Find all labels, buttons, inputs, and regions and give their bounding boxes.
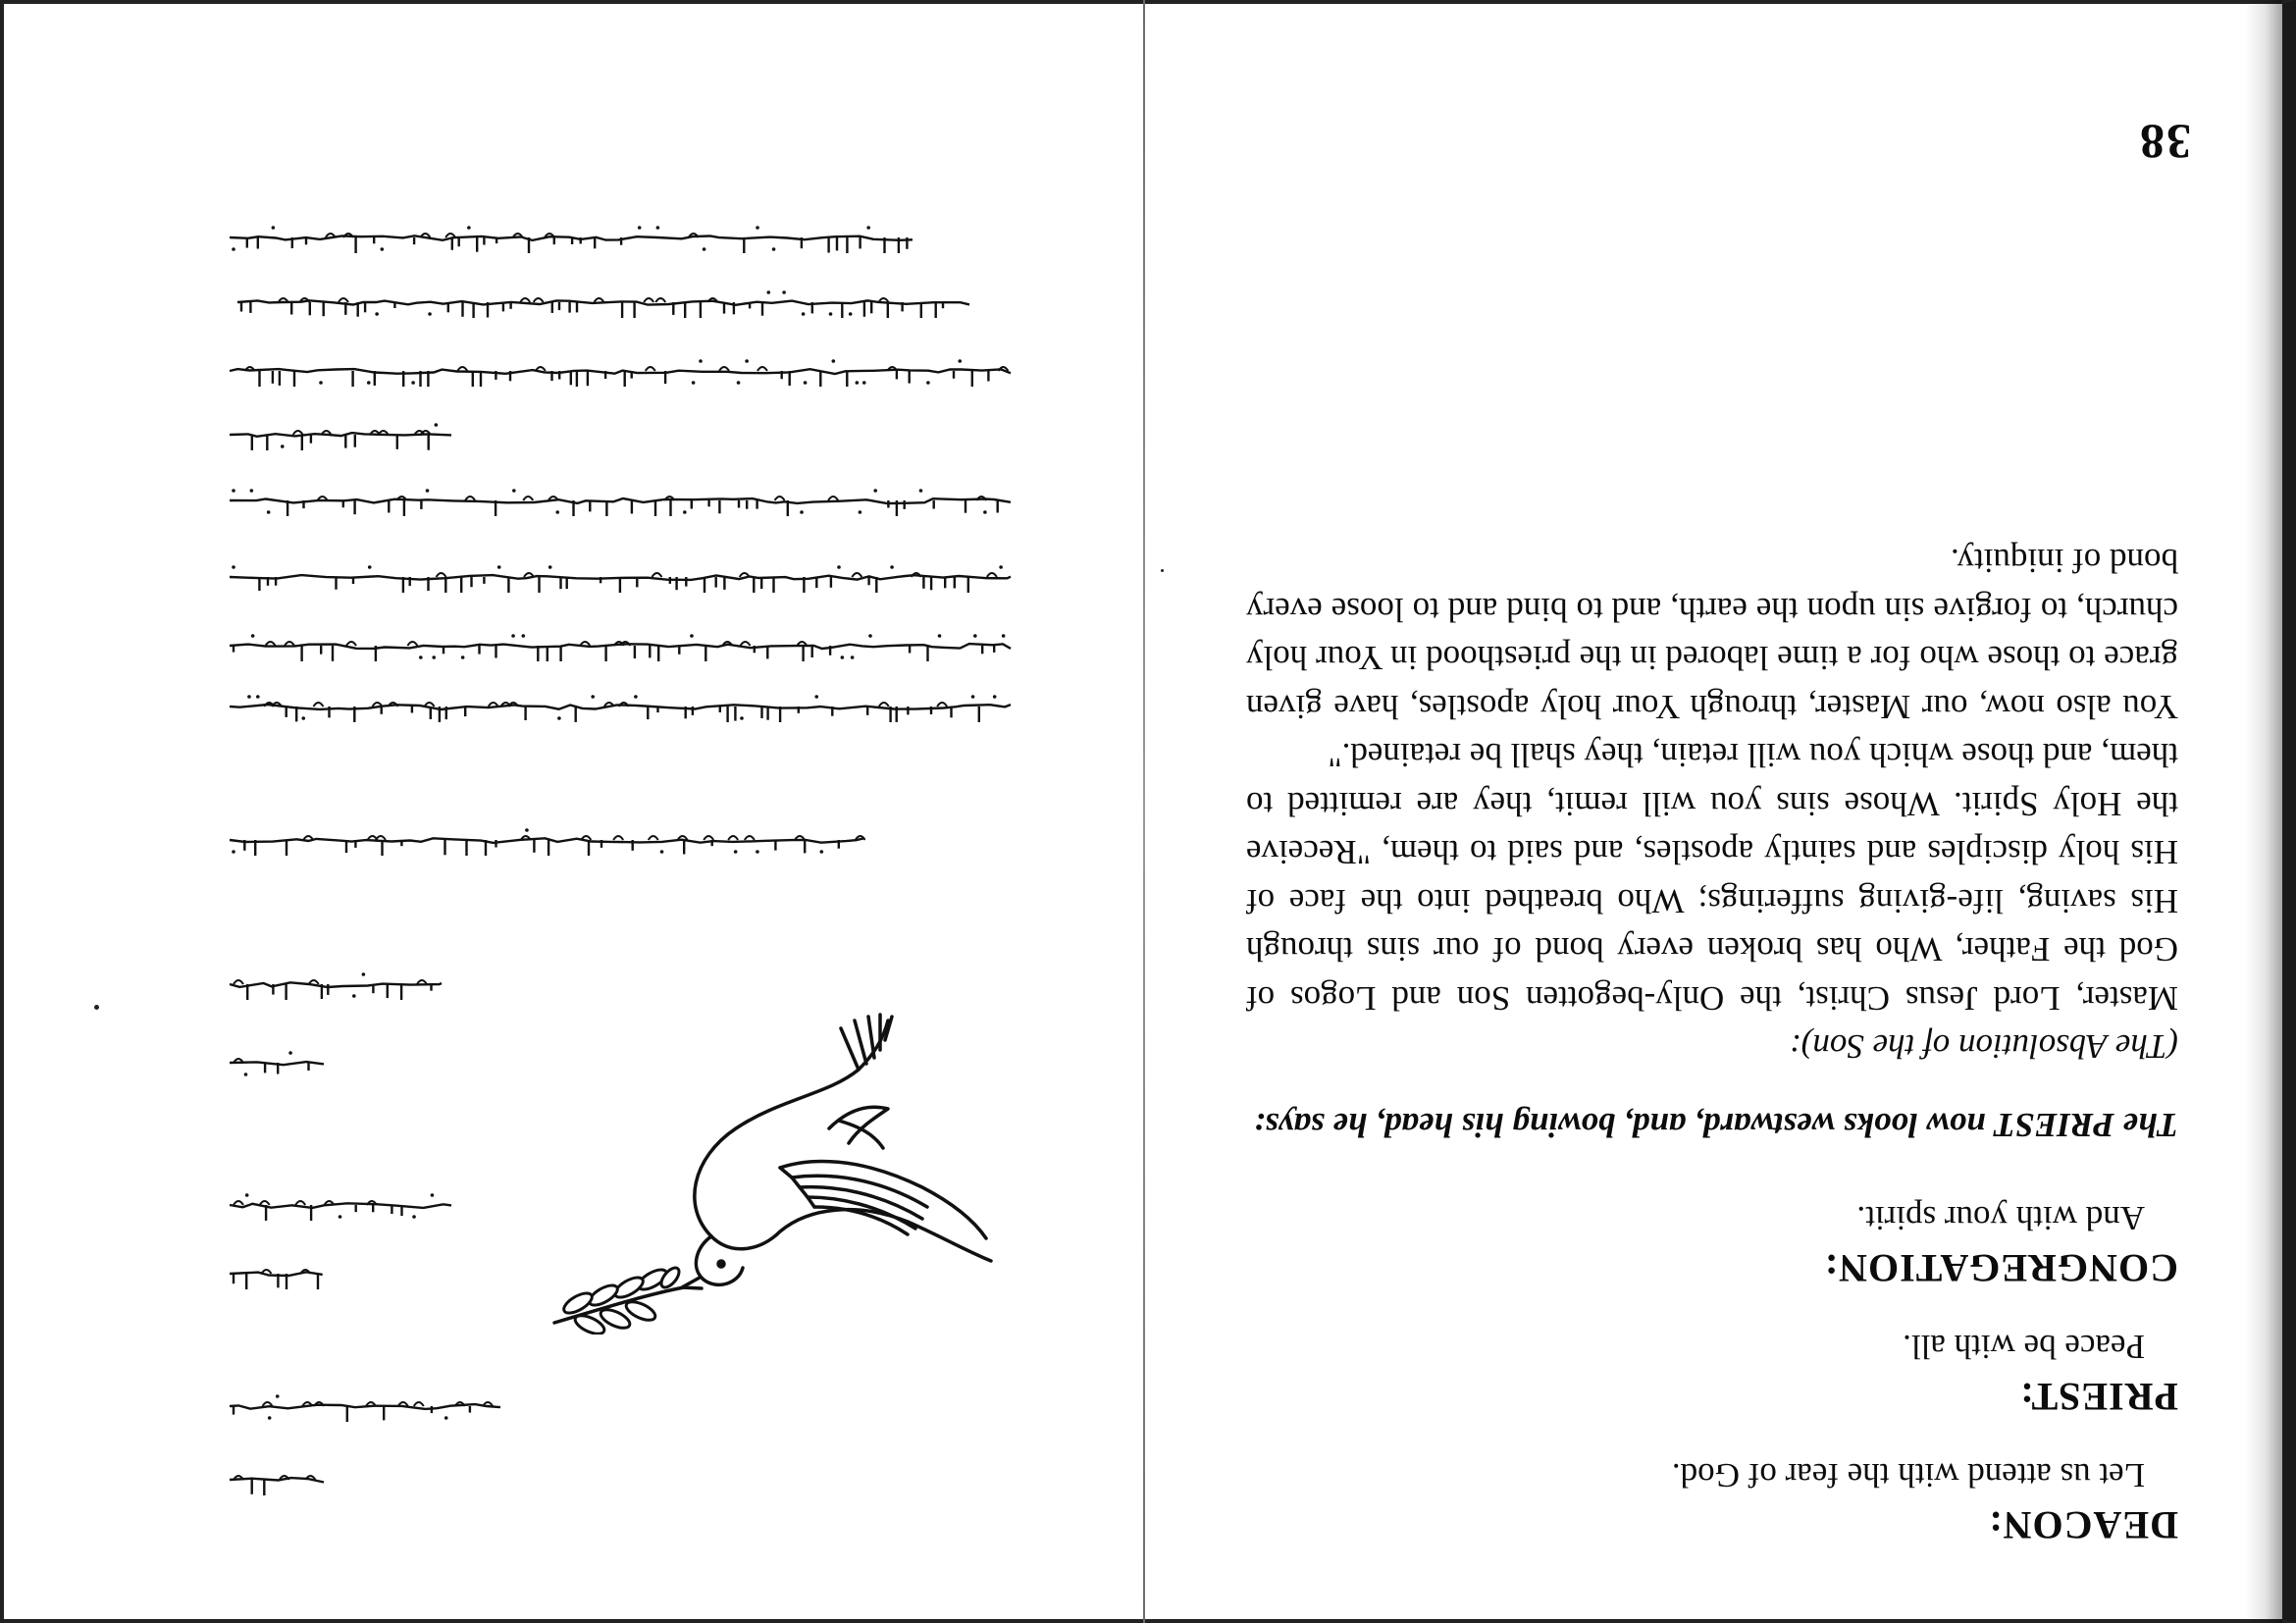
speaker-heading: DEACON:	[1988, 1503, 2178, 1547]
spoken-line: Let us attend with the fear of God.	[1671, 1456, 2145, 1494]
arabic-script-line	[228, 1462, 326, 1495]
rubric-instruction: The PRIEST now looks westward, and, bowing his head, he says:	[1253, 1106, 2178, 1144]
rubric-title: (The Absolution of the Son):	[1790, 1027, 2178, 1066]
page-number: 38	[2138, 115, 2191, 170]
book-gutter	[1143, 0, 1145, 1623]
arabic-script-line	[228, 1388, 502, 1422]
right-page	[1163, 0, 2262, 1623]
arabic-script-line	[228, 822, 865, 856]
liturgy-text	[1246, 537, 2178, 1550]
arabic-script-line	[228, 220, 914, 253]
dove-with-olive-branch-icon	[535, 1011, 1006, 1335]
arabic-script-line	[228, 1187, 453, 1221]
arabic-script-line	[228, 1256, 326, 1289]
arabic-script-line	[228, 967, 444, 1000]
spoken-line: Peace be with all.	[1903, 1328, 2145, 1366]
arabic-script-line	[228, 353, 1013, 387]
arabic-script-line	[228, 1045, 326, 1078]
arabic-script-line	[228, 628, 1013, 661]
spoken-line: And with your spirit.	[1856, 1199, 2145, 1237]
arabic-script-line	[228, 559, 1013, 593]
arabic-script-line	[228, 483, 1013, 516]
prayer-paragraph: Master, Lord Jesus Christ, the Only-begotten Son and Logos of God the Father, Who has broken every bond of our sins through His saving, life-giving sufferings; Who breathed into the face of His holy disciples and saintly apostles, and said to them, "Receive the Holy Spirit. Whose sins you will remit, they are remitted to them, and those which you will retain, they shall be retained."	[1246, 736, 2178, 1018]
arabic-script-line	[235, 285, 971, 318]
speaker-heading: PRIEST:	[2019, 1375, 2178, 1419]
arabic-script-line	[228, 417, 453, 450]
speaker-heading: CONGREGATION:	[1823, 1246, 2178, 1290]
arabic-script-line	[228, 689, 1013, 722]
scan-speck	[94, 1005, 99, 1010]
prayer-paragraph: You also now, our Master, through Your holy apostles, have given grace to those who for a time labored in the priesthood in Your holy church, to forgive sin upon the earth, and to bind and to loose every bond of iniquity.	[1246, 542, 2178, 726]
